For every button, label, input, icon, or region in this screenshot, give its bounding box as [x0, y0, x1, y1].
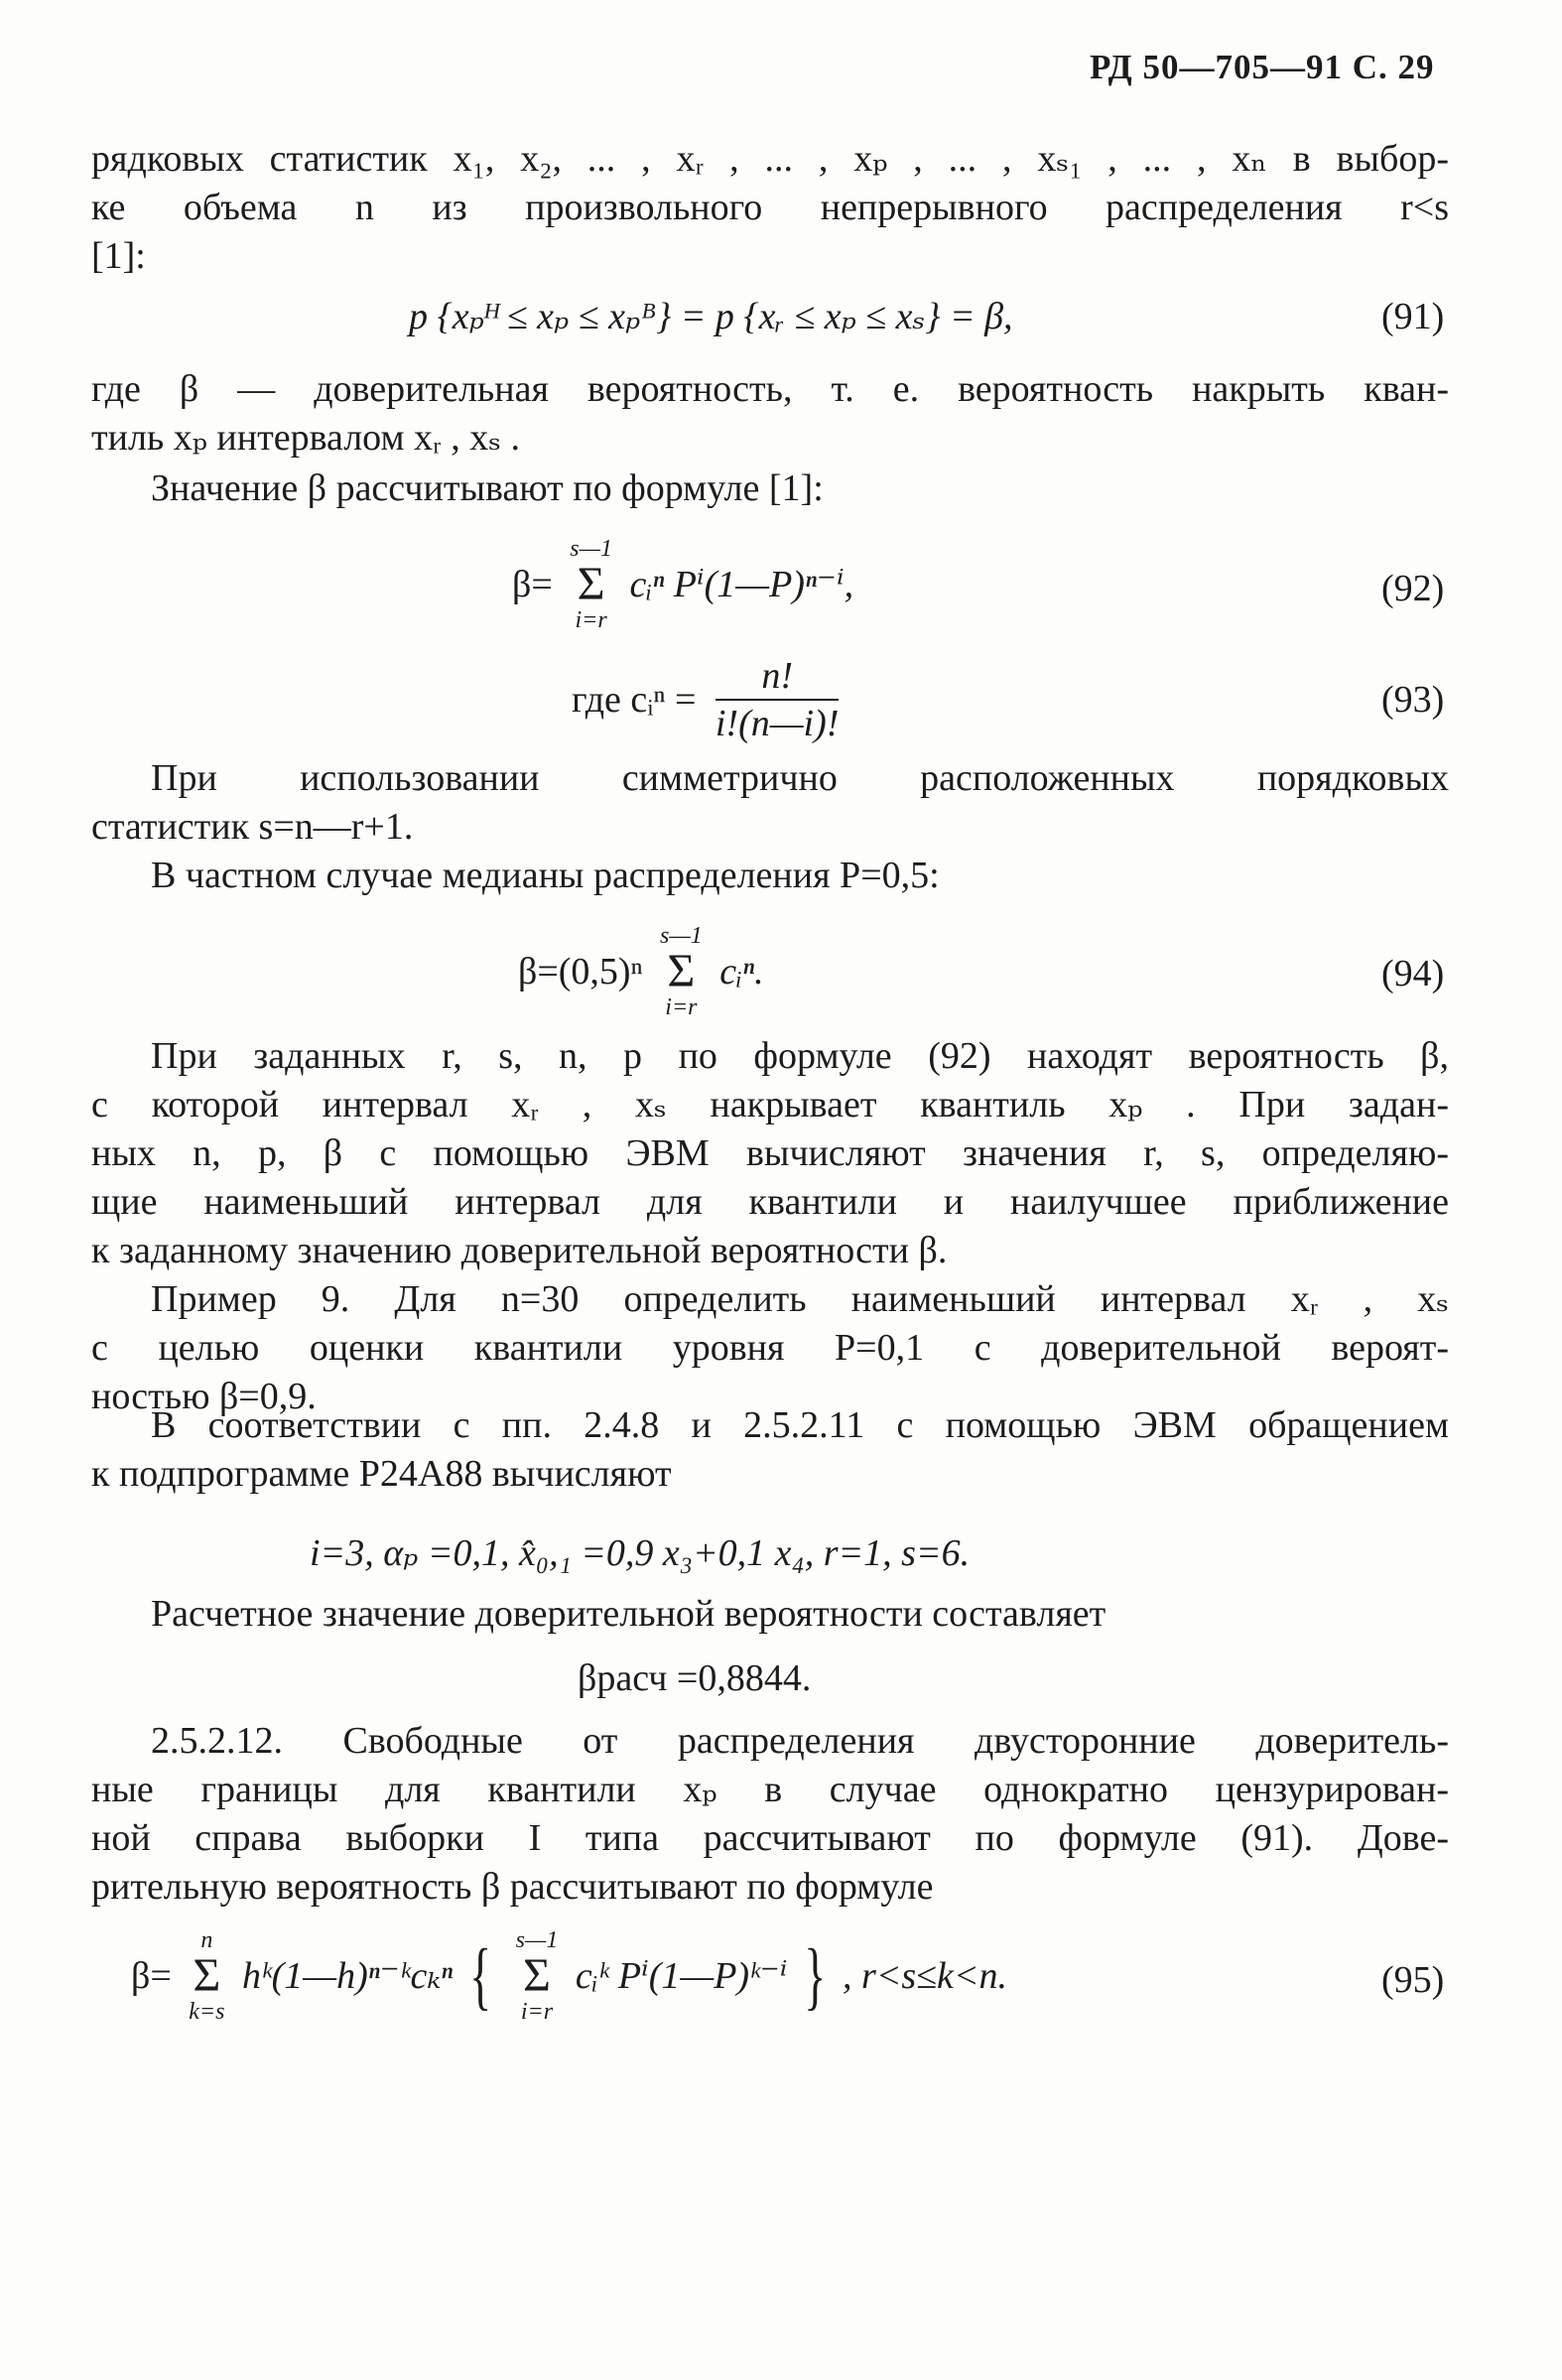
equation-95-outer-lower: k=s	[189, 1999, 225, 2025]
equation-91: p {xₚᴴ ≤ xₚ ≤ xₚᴮ} = p {xᵣ ≤ xₚ ≤ xₛ} = β,	[409, 296, 1013, 337]
paragraph-10-line-1: 2.5.2.12. Свободные от распределения двусторонние доверитель-	[151, 1720, 1449, 1762]
equation-95-inner-upper: s—1	[515, 1927, 559, 1953]
paragraph-2-line-2: тиль xₚ интервалом xᵣ , xₛ .	[91, 417, 521, 459]
equation-93-lhs: где cᵢⁿ =	[572, 679, 697, 721]
equation-94	[518, 923, 764, 1020]
equation-92-lhs: β=	[512, 564, 553, 605]
paragraph-2-line-1: где β — доверительная вероятность, т. е. вероятность накрыть кван-	[91, 368, 1449, 410]
page-header: РД 50—705—91 С. 29	[1090, 48, 1435, 86]
close-brace: }	[804, 1934, 827, 2018]
paragraph-10-line-3: ной справа выборки I типа рассчитывают по формуле (91). Дове-	[91, 1817, 1449, 1859]
paragraph-8-line-1: В соответствии с пп. 2.4.8 и 2.5.2.11 с помощью ЭВМ обращением	[151, 1404, 1449, 1446]
equation-92-upper-limit: s—1	[570, 536, 612, 562]
equation-95	[131, 1927, 1007, 2025]
paragraph-6-line-1: При заданных r, s, n, p по формуле (92) находят вероятность β,	[151, 1035, 1449, 1077]
equation-95-lhs: β=	[131, 1955, 172, 1997]
paragraph-4-line-1: При использовании симметрично расположенных порядковых	[151, 757, 1449, 799]
equation-95-inner-lower: i=r	[520, 1999, 554, 2025]
equation-94-number: (94)	[1381, 953, 1445, 994]
paragraph-1-line-3: [1]:	[91, 235, 146, 277]
equation-94-sum	[660, 923, 703, 1020]
paragraph-7-line-2: с целью оценки квантили уровня P=0,1 с доверительной вероят-	[91, 1327, 1449, 1369]
equation-93-numerator: n!	[716, 657, 840, 701]
paragraph-6-line-3: ных n, p, β с помощью ЭВМ вычисляют значения r, s, определяю-	[91, 1132, 1449, 1174]
equation-94-upper-limit: s—1	[660, 923, 703, 949]
equation-95-outer-upper: n	[200, 1927, 213, 1953]
equation-95-number: (95)	[1381, 1959, 1445, 2001]
equation-93-denominator: i!(n—i)!	[715, 703, 840, 744]
paragraph-9: Расчетное значение доверительной вероятности составляет	[151, 1593, 1106, 1635]
paragraph-6-line-4: щие наименьший интервал для квантили и наилучшее приближение	[91, 1181, 1449, 1223]
equation-92-number: (92)	[1381, 568, 1445, 609]
paragraph-10-line-4: рительную вероятность β рассчитывают по формуле	[91, 1866, 934, 1908]
example-equation: i=3, αₚ =0,1, x̂₀,₁ =0,9 x₃+0,1 x₄, r=1, s=6.	[310, 1532, 971, 1574]
equation-94-lower-limit: i=r	[665, 994, 698, 1020]
paragraph-7-line-1: Пример 9. Для n=30 определить наименьший интервал xᵣ , xₛ	[151, 1278, 1449, 1320]
paragraph-5: В частном случае медианы распределения P=0,5:	[151, 855, 940, 896]
equation-95-body: cᵢᵏ Pⁱ(1—P)ᵏ⁻ⁱ	[575, 1955, 788, 1997]
open-brace: {	[468, 1934, 491, 2018]
paragraph-7-line-3: ностью β=0,9.	[91, 1376, 317, 1417]
equation-95-tail: , r<s≤k<n.	[842, 1955, 1008, 1997]
equation-95-outer-sum	[189, 1927, 224, 2025]
paragraph-4-line-2: статистик s=n—r+1.	[91, 806, 414, 848]
equation-95-inner-sum	[516, 1927, 559, 2025]
sigma-symbol: Σ	[193, 1949, 221, 2002]
paragraph-8-line-2: к подпрограмме P24A88 вычисляют	[91, 1453, 672, 1495]
equation-91-number: (91)	[1381, 296, 1445, 337]
paragraph-1-line-1: рядковых статистик x₁, x₂, ... , xᵣ , ... , xₚ , ... , xₛ₁ , ... , xₙ в выбор-	[91, 138, 1449, 180]
paragraph-10-line-2: ные границы для квантили xₚ в случае однократно цензурирован-	[91, 1769, 1449, 1810]
beta-calculated: βрасч =0,8844.	[578, 1657, 812, 1699]
sigma-symbol: Σ	[523, 1949, 551, 2002]
equation-95-middle: hᵏ(1—h)ⁿ⁻ᵏcₖⁿ	[241, 1955, 454, 1997]
equation-92-lower-limit: i=r	[575, 607, 607, 633]
paragraph-6-line-5: к заданному значению доверительной вероятности β.	[91, 1230, 948, 1271]
equation-92-body: cᵢⁿ Pⁱ(1—P)ⁿ⁻ⁱ,	[629, 564, 854, 605]
sigma-symbol: Σ	[577, 558, 605, 610]
equation-92	[512, 536, 853, 633]
equation-92-sum	[570, 536, 612, 633]
sigma-symbol: Σ	[667, 945, 696, 997]
paragraph-3: Значение β рассчитывают по формуле [1]:	[151, 467, 824, 509]
equation-93-number: (93)	[1381, 679, 1445, 721]
equation-94-body: cᵢⁿ.	[719, 951, 764, 992]
equation-94-lhs: β=(0,5)ⁿ	[518, 951, 643, 992]
paragraph-6-line-2: с которой интервал xᵣ , xₛ накрывает квантиль xₚ . При задан-	[91, 1084, 1449, 1125]
equation-93	[572, 657, 848, 742]
equation-93-fraction	[716, 657, 840, 742]
paragraph-1-line-2: ке объема n из произвольного непрерывного распределения r<s	[91, 187, 1449, 228]
